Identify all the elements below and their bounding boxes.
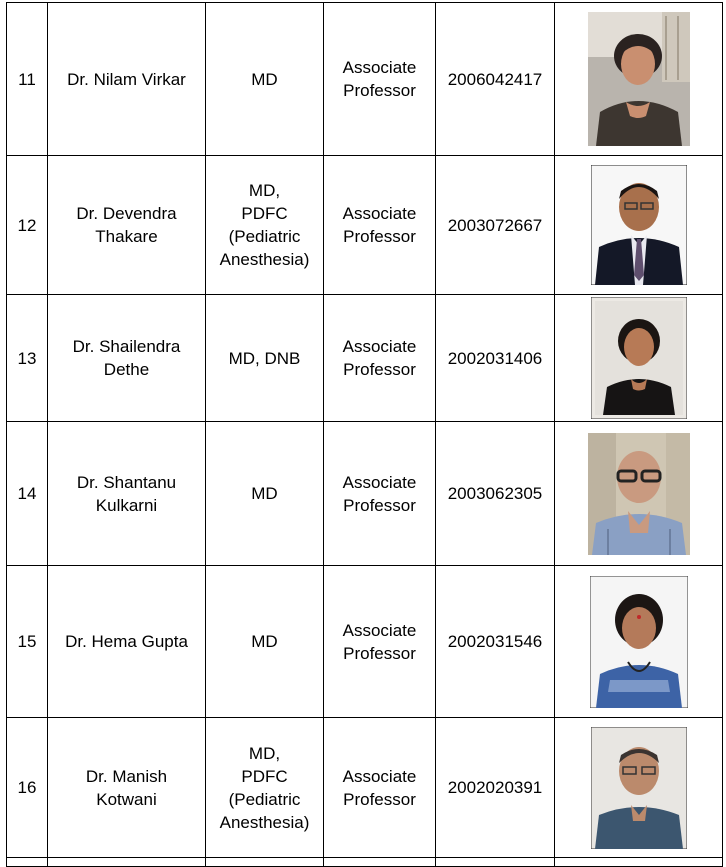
designation-cell: Associate Professor [324, 295, 436, 422]
name-cell: Dr. Nilam Virkar [48, 3, 206, 156]
name-cell: Dr. Shailendra Dethe [48, 295, 206, 422]
photo-cell [555, 566, 723, 718]
photo-cell [555, 718, 723, 858]
table-row [7, 295, 723, 422]
serial-number-cell: 13 [7, 295, 48, 422]
designation-cell: Associate Professor [324, 422, 436, 566]
registration-number-cell: 2003072667 [436, 156, 555, 295]
qualification-cell: MD, PDFC (Pediatric Anesthesia) [206, 156, 324, 295]
photo-cell [555, 3, 723, 156]
qualification-cell: MD [206, 566, 324, 718]
faculty-photo [590, 576, 688, 708]
qualification-cell: MD, DNB [206, 295, 324, 422]
serial-number-cell: 15 [7, 566, 48, 718]
faculty-photo [591, 297, 687, 419]
registration-number-cell: 2002031546 [436, 566, 555, 718]
faculty-photo [588, 12, 690, 146]
table-cell [436, 858, 555, 867]
qualification-cell: MD [206, 3, 324, 156]
designation-cell: Associate Professor [324, 718, 436, 858]
table-row [7, 566, 723, 718]
name-cell: Dr. Manish Kotwani [48, 718, 206, 858]
designation-cell: Associate Professor [324, 3, 436, 156]
name-cell: Dr. Devendra Thakare [48, 156, 206, 295]
registration-number-cell: 2006042417 [436, 3, 555, 156]
serial-number-cell: 12 [7, 156, 48, 295]
faculty-photo [588, 433, 690, 555]
faculty-table [6, 2, 723, 867]
photo-cell [555, 422, 723, 566]
qualification-cell: MD [206, 422, 324, 566]
table-cell [555, 858, 723, 867]
designation-cell: Associate Professor [324, 156, 436, 295]
designation-cell: Associate Professor [324, 566, 436, 718]
photo-cell [555, 156, 723, 295]
table-row [7, 422, 723, 566]
table-row [7, 718, 723, 858]
registration-number-cell: 2002020391 [436, 718, 555, 858]
faculty-photo [591, 727, 687, 849]
name-cell: Dr. Hema Gupta [48, 566, 206, 718]
serial-number-cell: 14 [7, 422, 48, 566]
table-cell [206, 858, 324, 867]
table-row-partial [7, 858, 723, 867]
table-cell [324, 858, 436, 867]
serial-number-cell: 11 [7, 3, 48, 156]
photo-cell [555, 295, 723, 422]
registration-number-cell: 2002031406 [436, 295, 555, 422]
table-cell [7, 858, 48, 867]
registration-number-cell: 2003062305 [436, 422, 555, 566]
table-row [7, 156, 723, 295]
qualification-cell: MD, PDFC (Pediatric Anesthesia) [206, 718, 324, 858]
table-row [7, 3, 723, 156]
table-cell [48, 858, 206, 867]
serial-number-cell: 16 [7, 718, 48, 858]
faculty-photo [591, 165, 687, 285]
name-cell: Dr. Shantanu Kulkarni [48, 422, 206, 566]
